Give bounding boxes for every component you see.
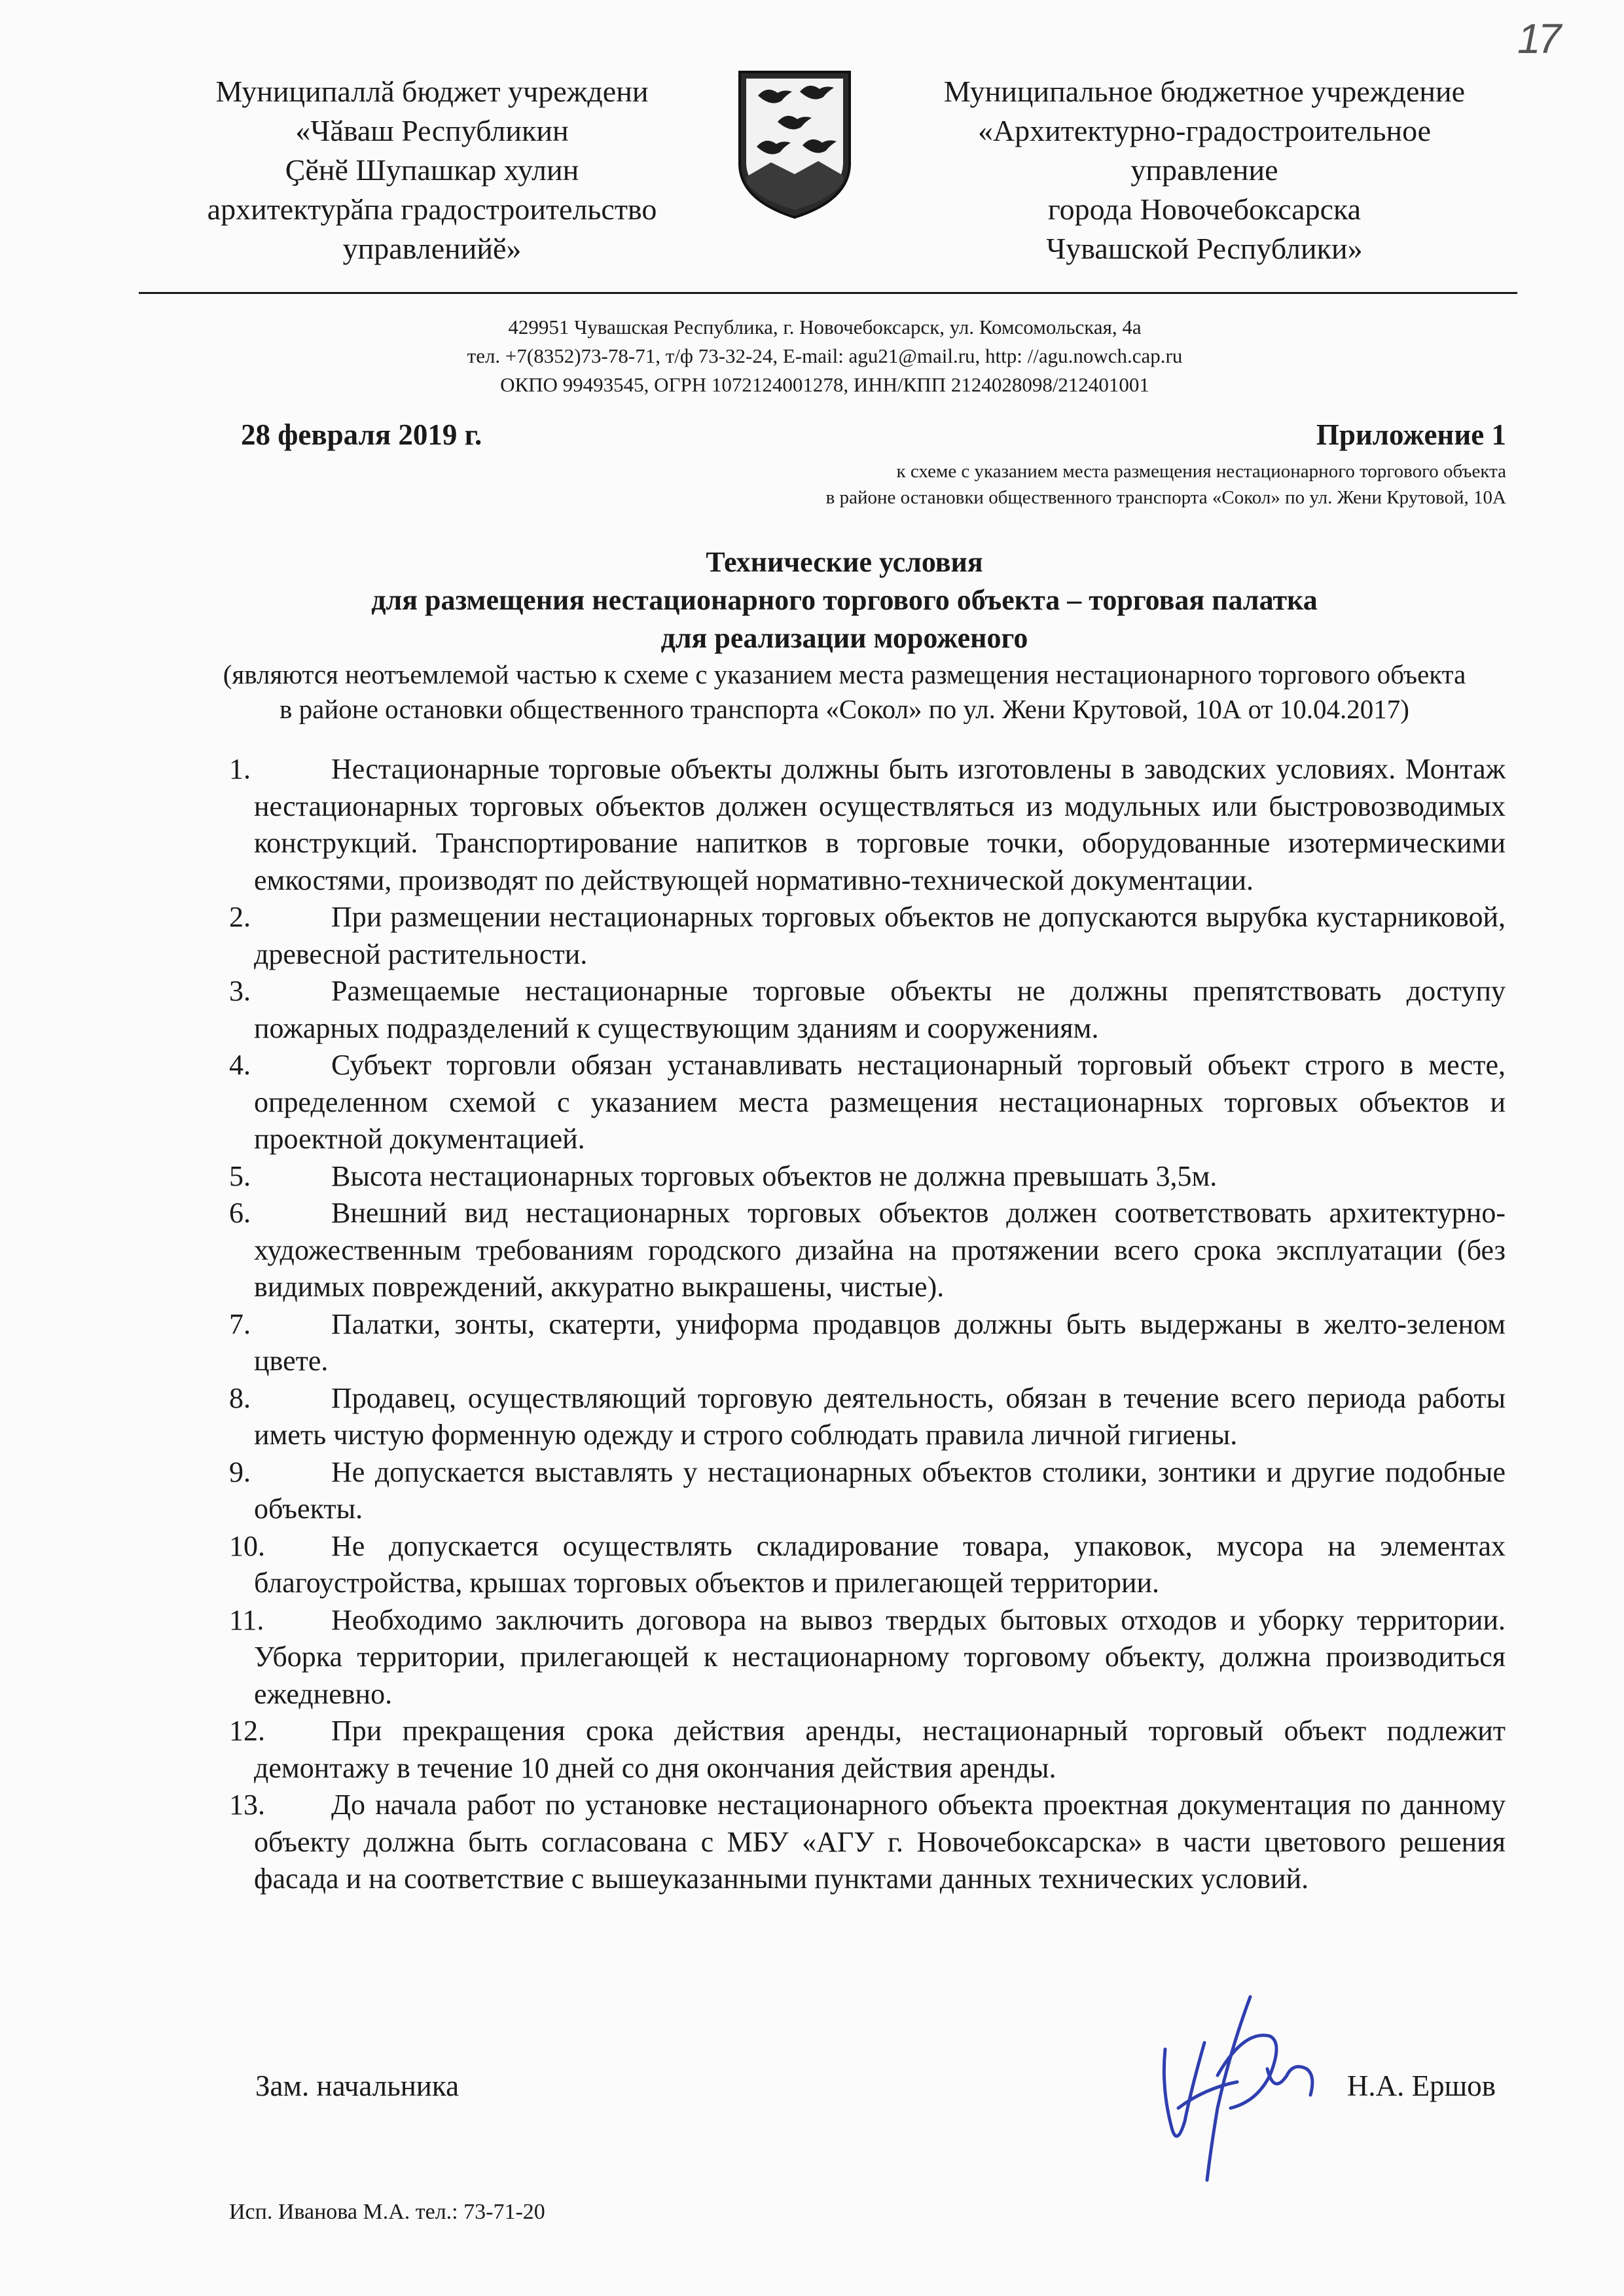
title-line: Технические условия	[706, 546, 983, 578]
document-title	[196, 543, 1492, 727]
item-text: Нестационарные торговые объекты должны быть изготовлены в заводских условиях. Монтаж нестационарных торговых объектов должен осуществляться из модульных или быстровозводимых конструкций. Транспортирование напитков в торговые точки, оборудованные изотермическими емкостями, производят по действующей нормативно-технической документации.	[254, 753, 1506, 896]
list-item	[229, 973, 1506, 1047]
item-number: 8.	[229, 1381, 251, 1414]
executor-contact: Исп. Иванова М.А. тел.: 73-71-20	[229, 2200, 545, 2224]
header-right-line: Чувашской Республики»	[1046, 232, 1363, 265]
title-line: для размещения нестационарного торгового объекта – торговая палатка	[371, 584, 1318, 616]
registration-line: ОКПО 99493545, ОГРН 1072124001278, ИНН/КПП 2124028098/212401001	[500, 373, 1149, 396]
header-right-line: города Новочебоксарска	[1047, 192, 1362, 226]
document-date: 28 февраля 2019 г.	[241, 418, 482, 451]
list-item	[229, 1158, 1506, 1195]
item-number: 3.	[229, 975, 251, 1007]
item-number: 1.	[229, 753, 251, 785]
item-text: Внешний вид нестационарных торговых объектов должен соответствовать архитектурно-художественным требованиям городского дизайна на протяжении всего срока эксплуатации (без видимых повреждений, аккуратно выкрашены, чистые).	[254, 1197, 1506, 1303]
item-text: При размещении нестационарных торговых объектов не допускаются вырубка кустарниковой, древесной растительности.	[254, 901, 1506, 970]
header-right-line: «Архитектурно-градостроительное	[977, 114, 1432, 147]
item-text: Высота нестационарных торговых объектов не должна превышать 3,5м.	[331, 1159, 1218, 1192]
item-number: 7.	[229, 1307, 251, 1340]
list-item	[229, 1602, 1506, 1713]
item-number: 9.	[229, 1455, 251, 1488]
header-left-line: управленийӗ»	[342, 232, 522, 265]
list-item	[229, 1380, 1506, 1454]
appendix-subtitle-line: в районе остановки общественного транспорта «Сокол» по ул. Жени Крутовой, 10А	[825, 487, 1506, 508]
item-text: До начала работ по установке нестационарного объекта проектная документация по данному объекту должна быть согласована с МБУ «АГУ г. Новочебоксарска» в части цветового решения фасада и на соответствие с вышеуказанными пунктами данных технических условий.	[254, 1789, 1506, 1895]
item-text: Продавец, осуществляющий торговую деятельность, обязан в течение всего периода работы иметь чистую форменную одежду и строго соблюдать правила личной гигиены.	[254, 1381, 1506, 1451]
header-left-line: Ҫӗнӗ Шупашкар хулин	[285, 153, 579, 187]
address-block	[393, 313, 1257, 399]
list-item	[229, 1195, 1506, 1306]
item-number: 5.	[229, 1159, 251, 1192]
list-item	[229, 1787, 1506, 1898]
item-text: Палатки, зонты, скатерти, униформа продавцов должны быть выдержаны в желто-зеленом цвете.	[254, 1307, 1506, 1377]
handwritten-signature	[1139, 1977, 1335, 2187]
header-right-russian	[890, 72, 1519, 268]
signatory-position: Зам. начальника	[255, 2069, 460, 2102]
item-number: 10.	[229, 1529, 265, 1562]
title-line: для реализации мороженого	[660, 622, 1028, 654]
appendix-title: Приложение 1	[1316, 418, 1506, 451]
header-left-line: «Чӑваш Республикин	[295, 114, 569, 147]
list-item	[229, 1528, 1506, 1602]
item-number: 6.	[229, 1197, 251, 1229]
list-item	[229, 1713, 1506, 1787]
list-item	[229, 751, 1506, 899]
item-text: Не допускается осуществлять складирование товара, упаковок, мусора на элементах благоустройства, крышах торговых объектов и прилегающей территории.	[254, 1529, 1506, 1599]
header-left-chuvash	[157, 72, 707, 268]
page-number: 17	[1517, 15, 1559, 62]
item-number: 4.	[229, 1049, 251, 1081]
contacts-line: тел. +7(8352)73-78-71, т/ф 73-32-24, E-mail: agu21@mail.ru, http: //agu.nowch.cap.ru	[467, 344, 1183, 367]
list-item	[229, 1306, 1506, 1380]
item-number: 12.	[229, 1715, 265, 1747]
list-item	[229, 1454, 1506, 1528]
header-right-line: Муниципальное бюджетное учреждение	[943, 75, 1466, 108]
header-left-line: Муниципаллӑ бюджет учреждени	[215, 75, 649, 108]
list-item	[229, 899, 1506, 973]
address-line: 429951 Чувашская Республика, г. Новочебоксарск, ул. Комсомольская, 4а	[508, 316, 1142, 338]
title-note-line: (являются неотъемлемой частью к схеме с указанием места размещения нестационарного торгового объекта	[223, 659, 1466, 689]
title-note-line: в районе остановки общественного транспорта «Сокол» по ул. Жени Крутовой, 10А от 10.04.2017)	[280, 694, 1409, 724]
header-left-line: архитектурӑпа градостроительство	[207, 192, 657, 226]
item-number: 13.	[229, 1789, 265, 1821]
item-text: Необходимо заключить договора на вывоз твердых бытовых отходов и уборку территории. Уборка территории, прилегающей к нестационарному торговому объекту, должна производиться ежедневно.	[254, 1603, 1506, 1710]
item-number: 11.	[229, 1603, 264, 1636]
item-text: Размещаемые нестационарные торговые объекты не должны препятствовать доступу пожарных подразделений к существующим зданиям и сооружениям.	[254, 975, 1506, 1044]
coat-of-arms-icon	[732, 65, 857, 223]
list-item	[229, 1047, 1506, 1158]
header-right-line: управление	[1130, 153, 1278, 187]
item-number: 2.	[229, 901, 251, 933]
item-text: Не допускается выставлять у нестационарных объектов столики, зонтики и другие подобные объекты.	[254, 1455, 1506, 1525]
appendix-subtitle-line: к схеме с указанием места размещения нестационарного торгового объекта	[896, 461, 1506, 482]
conditions-list	[229, 751, 1506, 1898]
item-text: При прекращения срока действия аренды, нестационарный торговый объект подлежит демонтажу в течение 10 дней со дня окончания действия аренды.	[254, 1715, 1506, 1784]
header-divider	[139, 292, 1517, 294]
appendix-subtitle	[590, 458, 1506, 511]
item-text: Субъект торговли обязан устанавливать нестационарный торговый объект строго в месте, определенном схемой с указанием места размещения нестационарных торговых объектов и проектной документацией.	[254, 1049, 1506, 1155]
signatory-name: Н.А. Ершов	[1346, 2069, 1496, 2102]
